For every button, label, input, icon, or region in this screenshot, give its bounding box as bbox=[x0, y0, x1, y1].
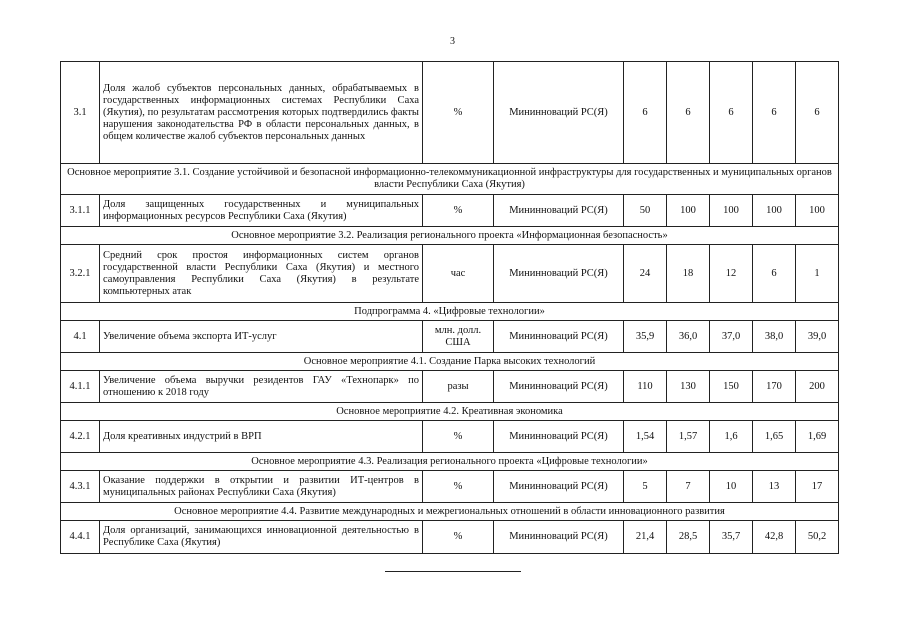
target-value: 37,0 bbox=[710, 321, 753, 353]
target-value: 100 bbox=[667, 195, 710, 227]
unit-of-measure: разы bbox=[423, 371, 494, 403]
target-value: 1,6 bbox=[710, 421, 753, 453]
responsible-body: Мининноваций РС(Я) bbox=[494, 62, 624, 164]
indicator-name: Увеличение объема выручки резидентов ГАУ «Технопарк» по отношению к 2018 году bbox=[100, 371, 423, 403]
target-value: 35,9 bbox=[624, 321, 667, 353]
target-value: 10 bbox=[710, 471, 753, 503]
end-separator-line bbox=[385, 571, 521, 572]
target-value: 18 bbox=[667, 245, 710, 303]
target-value: 17 bbox=[796, 471, 839, 503]
indicator-number: 4.4.1 bbox=[61, 521, 100, 554]
section-header-row bbox=[61, 453, 839, 471]
target-value: 100 bbox=[710, 195, 753, 227]
section-header-row bbox=[61, 353, 839, 371]
target-value: 35,7 bbox=[710, 521, 753, 554]
table-row bbox=[61, 421, 839, 453]
table-row bbox=[61, 245, 839, 303]
responsible-body: Мининноваций РС(Я) bbox=[494, 521, 624, 554]
target-value: 6 bbox=[710, 62, 753, 164]
indicator-name: Доля защищенных государственных и муниципальных информационных ресурсов Республики Саха (Якутия) bbox=[100, 195, 423, 227]
unit-of-measure: % bbox=[423, 195, 494, 227]
section-title: Основное мероприятие 4.2. Креативная экономика bbox=[61, 403, 839, 421]
section-title: Основное мероприятие 4.4. Развитие международных и межрегиональных отношений в области инновационного развития bbox=[61, 503, 839, 521]
target-value: 21,4 bbox=[624, 521, 667, 554]
section-title: Основное мероприятие 3.1. Создание устойчивой и безопасной информационно-телекоммуникационной инфраструктуры для государственных и муниципальных органов власти Республики Саха (Якутия) bbox=[61, 164, 839, 195]
responsible-body: Мининноваций РС(Я) bbox=[494, 195, 624, 227]
target-value: 1,57 bbox=[667, 421, 710, 453]
table-row bbox=[61, 195, 839, 227]
target-value: 6 bbox=[624, 62, 667, 164]
section-title: Основное мероприятие 4.3. Реализация регионального проекта «Цифровые технологии» bbox=[61, 453, 839, 471]
indicator-number: 4.1.1 bbox=[61, 371, 100, 403]
responsible-body: Мининноваций РС(Я) bbox=[494, 321, 624, 353]
section-header-row bbox=[61, 303, 839, 321]
responsible-body: Мининноваций РС(Я) bbox=[494, 471, 624, 503]
target-value: 1,69 bbox=[796, 421, 839, 453]
section-title: Основное мероприятие 3.2. Реализация регионального проекта «Информационная безопасность» bbox=[61, 227, 839, 245]
target-value: 7 bbox=[667, 471, 710, 503]
indicator-number: 4.3.1 bbox=[61, 471, 100, 503]
indicator-number: 3.1 bbox=[61, 62, 100, 164]
target-value: 100 bbox=[796, 195, 839, 227]
target-value: 130 bbox=[667, 371, 710, 403]
target-value: 38,0 bbox=[753, 321, 796, 353]
indicator-name: Доля жалоб субъектов персональных данных, обрабатываемых в государственных информационных системах Республики Саха (Якутия), по результатам рассмотрения которых подтвердились факты нарушения законодательства РФ в области персональных данных, в общем количестве жалоб субъектов персональных данных bbox=[100, 62, 423, 164]
indicator-name: Оказание поддержки в открытии и развитии ИТ-центров в муниципальных районах Республики Саха (Якутия) bbox=[100, 471, 423, 503]
indicator-name: Средний срок простоя информационных систем органов государственной власти Республики Саха (Якутия) и местного самоуправления Республики Саха (Якутия) в результате компьютерных атак bbox=[100, 245, 423, 303]
target-value: 1,65 bbox=[753, 421, 796, 453]
target-value: 12 bbox=[710, 245, 753, 303]
target-value: 170 bbox=[753, 371, 796, 403]
target-value: 39,0 bbox=[796, 321, 839, 353]
section-header-row bbox=[61, 503, 839, 521]
target-value: 150 bbox=[710, 371, 753, 403]
target-value: 200 bbox=[796, 371, 839, 403]
responsible-body: Мининноваций РС(Я) bbox=[494, 245, 624, 303]
indicators-table bbox=[60, 61, 839, 554]
unit-of-measure: млн. долл. США bbox=[423, 321, 494, 353]
responsible-body: Мининноваций РС(Я) bbox=[494, 371, 624, 403]
indicator-name: Увеличение объема экспорта ИТ-услуг bbox=[100, 321, 423, 353]
indicator-number: 4.2.1 bbox=[61, 421, 100, 453]
indicator-name: Доля организаций, занимающихся инновационной деятельностью в Республике Саха (Якутия) bbox=[100, 521, 423, 554]
target-value: 100 bbox=[753, 195, 796, 227]
target-value: 1,54 bbox=[624, 421, 667, 453]
unit-of-measure: час bbox=[423, 245, 494, 303]
target-value: 24 bbox=[624, 245, 667, 303]
table-row bbox=[61, 521, 839, 554]
indicator-number: 4.1 bbox=[61, 321, 100, 353]
unit-of-measure: % bbox=[423, 421, 494, 453]
target-value: 36,0 bbox=[667, 321, 710, 353]
unit-of-measure: % bbox=[423, 471, 494, 503]
target-value: 6 bbox=[753, 245, 796, 303]
target-value: 50 bbox=[624, 195, 667, 227]
table-row bbox=[61, 371, 839, 403]
target-value: 50,2 bbox=[796, 521, 839, 554]
target-value: 13 bbox=[753, 471, 796, 503]
target-value: 110 bbox=[624, 371, 667, 403]
target-value: 6 bbox=[753, 62, 796, 164]
target-value: 1 bbox=[796, 245, 839, 303]
target-value: 5 bbox=[624, 471, 667, 503]
responsible-body: Мининноваций РС(Я) bbox=[494, 421, 624, 453]
section-header-row bbox=[61, 403, 839, 421]
target-value: 42,8 bbox=[753, 521, 796, 554]
unit-of-measure: % bbox=[423, 62, 494, 164]
page-number: 3 bbox=[450, 36, 455, 47]
table-row bbox=[61, 62, 839, 164]
table-row bbox=[61, 321, 839, 353]
table-row bbox=[61, 471, 839, 503]
target-value: 28,5 bbox=[667, 521, 710, 554]
indicator-name: Доля креативных индустрий в ВРП bbox=[100, 421, 423, 453]
section-title: Подпрограмма 4. «Цифровые технологии» bbox=[61, 303, 839, 321]
target-value: 6 bbox=[796, 62, 839, 164]
unit-of-measure: % bbox=[423, 521, 494, 554]
section-title: Основное мероприятие 4.1. Создание Парка высоких технологий bbox=[61, 353, 839, 371]
target-value: 6 bbox=[667, 62, 710, 164]
section-header-row bbox=[61, 227, 839, 245]
section-header-row bbox=[61, 164, 839, 195]
indicator-number: 3.1.1 bbox=[61, 195, 100, 227]
indicator-number: 3.2.1 bbox=[61, 245, 100, 303]
